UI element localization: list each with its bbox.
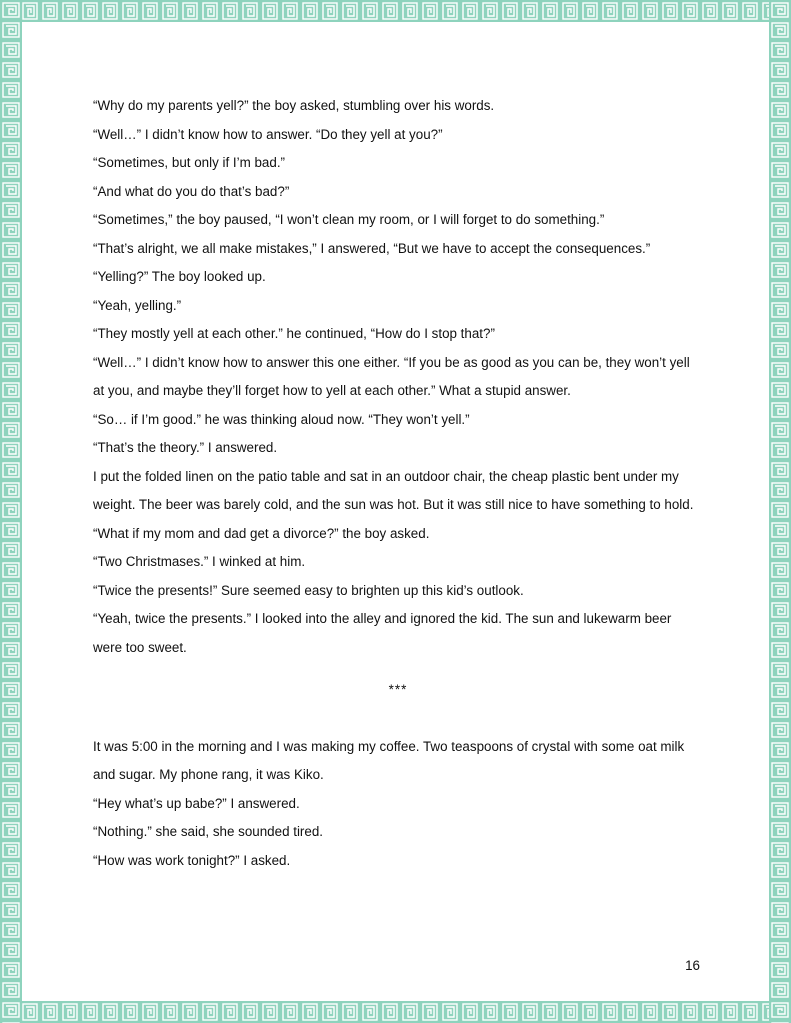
decorative-border-left: [0, 0, 22, 1023]
decorative-border-right: [769, 0, 791, 1023]
paragraph: “Two Christmases.” I winked at him.: [93, 554, 306, 569]
page-number: 16: [685, 958, 700, 973]
decorative-border-top: [0, 0, 791, 22]
paragraph: I put the folded linen on the patio table and sat in an outdoor chair, the cheap plastic bent under my weight. The beer was barely cold, and the sun was hot. But it was still nice to have something to hold.: [93, 468, 694, 512]
greek-key-pattern-icon: [0, 0, 791, 22]
paragraph: “Well…” I didn’t know how to answer. “Do they yell at you?”: [93, 126, 443, 142]
paragraph: “Yeah, yelling.”: [93, 297, 182, 313]
paragraph: “Hey what’s up babe?” I answered.: [93, 795, 300, 811]
paragraph: “And what do you do that’s bad?”: [93, 183, 290, 199]
paragraph: “Twice the presents!” Sure seemed easy to brighten up this kid’s outlook.: [93, 582, 524, 598]
paragraph: It was 5:00 in the morning and I was making my coffee. Two teaspoons of crystal with some oat milk and sugar. My phone rang, it was Kiko.: [93, 738, 685, 782]
greek-key-pattern-icon: [0, 0, 22, 1023]
paragraph: “Why do my parents yell?” the boy asked, stumbling over his words.: [93, 98, 495, 113]
paragraph: “That’s the theory.” I answered.: [93, 440, 278, 455]
paragraph: “Yeah, twice the presents.” I looked into the alley and ignored the kid. The sun and lukewarm beer were too sweet.: [93, 611, 672, 655]
greek-key-pattern-icon: [769, 0, 791, 1023]
paragraph: “Nothing.” she said, she sounded tired.: [93, 824, 324, 839]
decorative-border-bottom: [0, 1001, 791, 1023]
paragraph: “What if my mom and dad get a divorce?” the boy asked.: [93, 525, 430, 541]
paragraph: “Yelling?” The boy looked up.: [93, 269, 266, 284]
paragraph: “Sometimes,” the boy paused, “I won’t clean my room, or I will forget to do something.”: [93, 212, 605, 227]
paragraph: “So… if I’m good.” he was thinking aloud now. “They won’t yell.”: [93, 411, 470, 427]
paragraph-group-before: [93, 92, 703, 662]
paragraph: “How was work tonight?” I asked.: [93, 852, 291, 868]
paragraph-group-after: [93, 733, 703, 876]
paragraph: “That’s alright, we all make mistakes,” I answered, “But we have to accept the consequences.”: [93, 240, 651, 256]
paragraph: “They mostly yell at each other.” he continued, “How do I stop that?”: [93, 326, 495, 341]
greek-key-pattern-icon: [0, 1001, 791, 1023]
body-text: [93, 92, 703, 875]
scene-break: ***: [388, 682, 408, 697]
paragraph: “Sometimes, but only if I’m bad.”: [93, 155, 286, 170]
paragraph: “Well…” I didn’t know how to answer this one either. “If you be as good as you can be, they won’t yell at you, and maybe they’ll forget how to yell at each other.” What a stupid answer.: [93, 354, 690, 398]
